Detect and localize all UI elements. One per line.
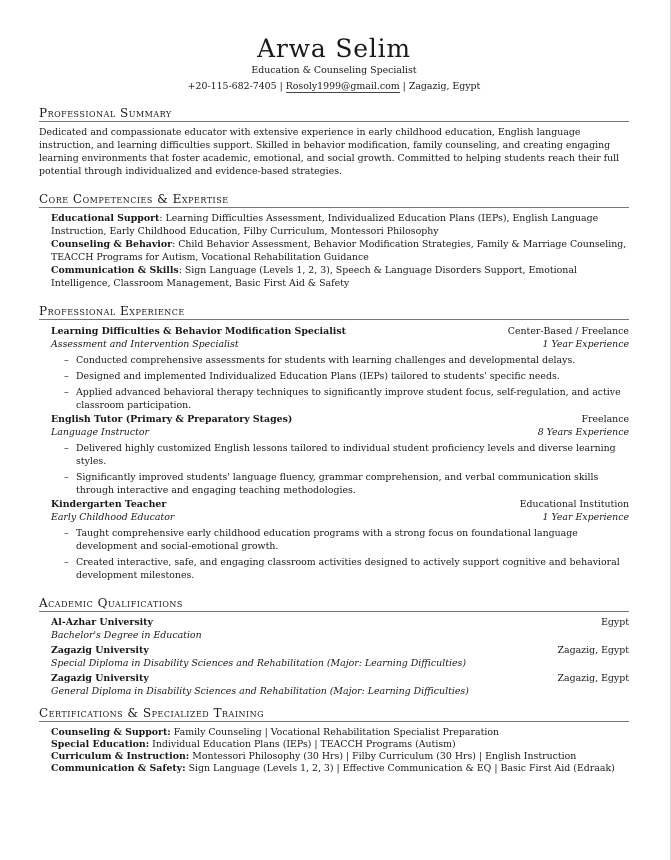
certification-item xyxy=(51,751,629,763)
role-duration: 1 Year Experience xyxy=(542,339,629,350)
role-organization: Educational Institution xyxy=(519,499,629,510)
contact-separator: | xyxy=(402,81,406,92)
bullet-item: – Created interactive, safe, and engaging classroom activities designed to actively support cognitive and behavioral development milestones. xyxy=(76,556,629,582)
school-name: Zagazig University xyxy=(51,645,149,656)
degree-text: Special Diploma in Disability Sciences and Rehabilitation (Major: Learning Difficulties) xyxy=(51,658,466,669)
role-organization: Freelance xyxy=(581,414,629,425)
certification-item xyxy=(51,739,629,751)
contact-separator: | xyxy=(279,81,283,92)
competency-item: Educational Support: Learning Difficulties Assessment, Individualized Education Plans (IEPs), English Language Instruction, Early Childhood Education, Filby Curriculum, Montessori Philosophy xyxy=(51,213,599,237)
competency-text: Child Behavior Assessment, Behavior Modification Strategies, Family & Marriage Counseling, TEACCH Programs for Autism, Vocational Rehabilitation Guidance xyxy=(51,239,627,263)
education-header xyxy=(51,644,629,657)
bullet-item: – Delivered highly customized English lessons tailored to individual student proficiency levels and diverse learning styles. xyxy=(76,442,629,468)
role-title: English Tutor (Primary & Preparatory Stages) xyxy=(51,414,293,425)
degree-text: General Diploma in Disability Sciences and Rehabilitation (Major: Learning Difficulties) xyxy=(51,686,469,697)
education-header xyxy=(51,672,629,685)
education-section xyxy=(39,596,629,698)
certification-label: Communication & Safety: xyxy=(51,763,186,774)
education-entry xyxy=(51,644,629,670)
experience-entry xyxy=(51,498,629,582)
email-link[interactable]: Rosoly1999@gmail.com xyxy=(285,81,400,92)
bullet-item: – Designed and implemented Individualized Education Plans (IEPs) tailored to students' specific needs. xyxy=(76,370,629,383)
bullet-item: – Applied advanced behavioral therapy techniques to significantly improve student focus, self-regulation, and active classroom participation. xyxy=(76,386,629,412)
certification-text: Family Counseling | Vocational Rehabilitation Specialist Preparation xyxy=(173,727,500,738)
role-header xyxy=(51,498,629,511)
role-subtitle: Language Instructor xyxy=(51,427,149,438)
candidate-name: Arwa Selim xyxy=(257,34,411,63)
competency-label: Educational Support xyxy=(51,213,160,224)
section-title-experience: Professional Experience xyxy=(39,304,629,320)
experience-section xyxy=(39,304,629,582)
competency-label: Counseling & Behavior xyxy=(51,239,173,250)
certification-text: Individual Education Plans (IEPs) | TEACCH Programs (Autism) xyxy=(152,739,456,750)
resume-header xyxy=(39,34,629,93)
school-location: Egypt xyxy=(601,617,629,628)
phone-number: +20-115-682-7405 xyxy=(187,81,277,92)
bullet-item: – Significantly improved students' language fluency, grammar comprehension, and verbal communication skills through interactive and engaging teaching methodologies. xyxy=(76,471,629,497)
role-duration: 8 Years Experience xyxy=(537,427,629,438)
role-header xyxy=(51,413,629,426)
role-subheader xyxy=(51,511,629,524)
bullet-item: – Conducted comprehensive assessments for students with learning challenges and developmental delays. xyxy=(76,354,629,367)
degree-name xyxy=(51,685,629,698)
role-organization: Center-Based / Freelance xyxy=(507,326,629,337)
education-header xyxy=(51,616,629,629)
role-title: Learning Difficulties & Behavior Modification Specialist xyxy=(51,326,346,337)
section-title-competencies: Core Competencies & Expertise xyxy=(39,192,629,208)
competency-label: Communication & Skills xyxy=(51,265,179,276)
competency-text: Learning Difficulties Assessment, Individualized Education Plans (IEPs), English Language Instruction, Early Childhood Education, Filby Curriculum, Montessori Philosophy xyxy=(51,213,599,237)
bullet-item: – Taught comprehensive early childhood education programs with a strong focus on foundational language development and social-emotional growth. xyxy=(76,527,629,553)
candidate-subtitle: Education & Counseling Specialist xyxy=(251,65,417,76)
role-duration: 1 Year Experience xyxy=(542,512,629,523)
certification-label: Curriculum & Instruction: xyxy=(51,751,190,762)
degree-name xyxy=(51,629,629,642)
section-title-certifications: Certifications & Specialized Training xyxy=(39,706,629,722)
education-list xyxy=(39,616,629,698)
certification-label: Special Education: xyxy=(51,739,150,750)
education-entry xyxy=(51,616,629,642)
role-header xyxy=(51,325,629,338)
school-location: Zagazig, Egypt xyxy=(557,645,629,656)
certification-item xyxy=(51,763,629,775)
role-subtitle: Assessment and Intervention Specialist xyxy=(51,339,239,350)
summary-section xyxy=(39,106,629,178)
degree-text: Bachelor's Degree in Education xyxy=(51,630,202,641)
role-subtitle: Early Childhood Educator xyxy=(51,512,175,523)
competency-item: Communication & Skills: Sign Language (Levels 1, 2, 3), Speech & Language Disorders Support, Emotional Intelligence, Classroom Management, Basic First Aid & Safety xyxy=(51,265,577,289)
location: Zagazig, Egypt xyxy=(408,81,481,92)
section-title-education: Academic Qualifications xyxy=(39,596,629,612)
school-location: Zagazig, Egypt xyxy=(557,673,629,684)
education-entry xyxy=(51,672,629,698)
role-title: Kindergarten Teacher xyxy=(51,499,167,510)
degree-name xyxy=(51,657,629,670)
role-bullets xyxy=(51,527,629,582)
experience-list xyxy=(39,325,629,582)
certification-label: Counseling & Support: xyxy=(51,727,171,738)
competency-item: Counseling & Behavior: Child Behavior Assessment, Behavior Modification Strategies, Family & Marriage Counseling, TEACCH Programs for Autism, Vocational Rehabilitation Guidance xyxy=(51,239,627,263)
role-bullets xyxy=(51,354,629,412)
role-subheader xyxy=(51,338,629,351)
certification-text: Sign Language (Levels 1, 2, 3) | Effective Communication & EQ | Basic First Aid (Edraak) xyxy=(188,763,615,774)
role-bullets xyxy=(51,442,629,497)
certifications-section xyxy=(39,706,629,775)
competencies-list xyxy=(39,212,629,290)
certification-item xyxy=(51,727,629,739)
competencies-section xyxy=(39,192,629,290)
certifications-list xyxy=(39,727,629,775)
school-name: Al-Azhar University xyxy=(51,617,153,628)
certification-text: Montessori Philosophy (30 Hrs) | Filby Curriculum (30 Hrs) | English Instruction xyxy=(192,751,577,762)
experience-entry xyxy=(51,325,629,412)
resume-page xyxy=(39,34,629,775)
experience-entry xyxy=(51,413,629,497)
contact-line xyxy=(39,80,629,93)
role-subheader xyxy=(51,426,629,439)
section-title-summary: Professional Summary xyxy=(39,106,629,122)
competency-text: Sign Language (Levels 1, 2, 3), Speech & Language Disorders Support, Emotional Intelligence, Classroom Management, Basic First Aid & Safety xyxy=(51,265,577,289)
school-name: Zagazig University xyxy=(51,673,149,684)
summary-text: Dedicated and compassionate educator with extensive experience in early childhood education, English language instruction, and learning difficulties support. Skilled in behavior modification, family counseling, and creating engaging learning environments that foster academic, emotional, and social growth. Committed to helping students reach their full potential through individualized and evidence-based strategies. xyxy=(39,127,620,177)
